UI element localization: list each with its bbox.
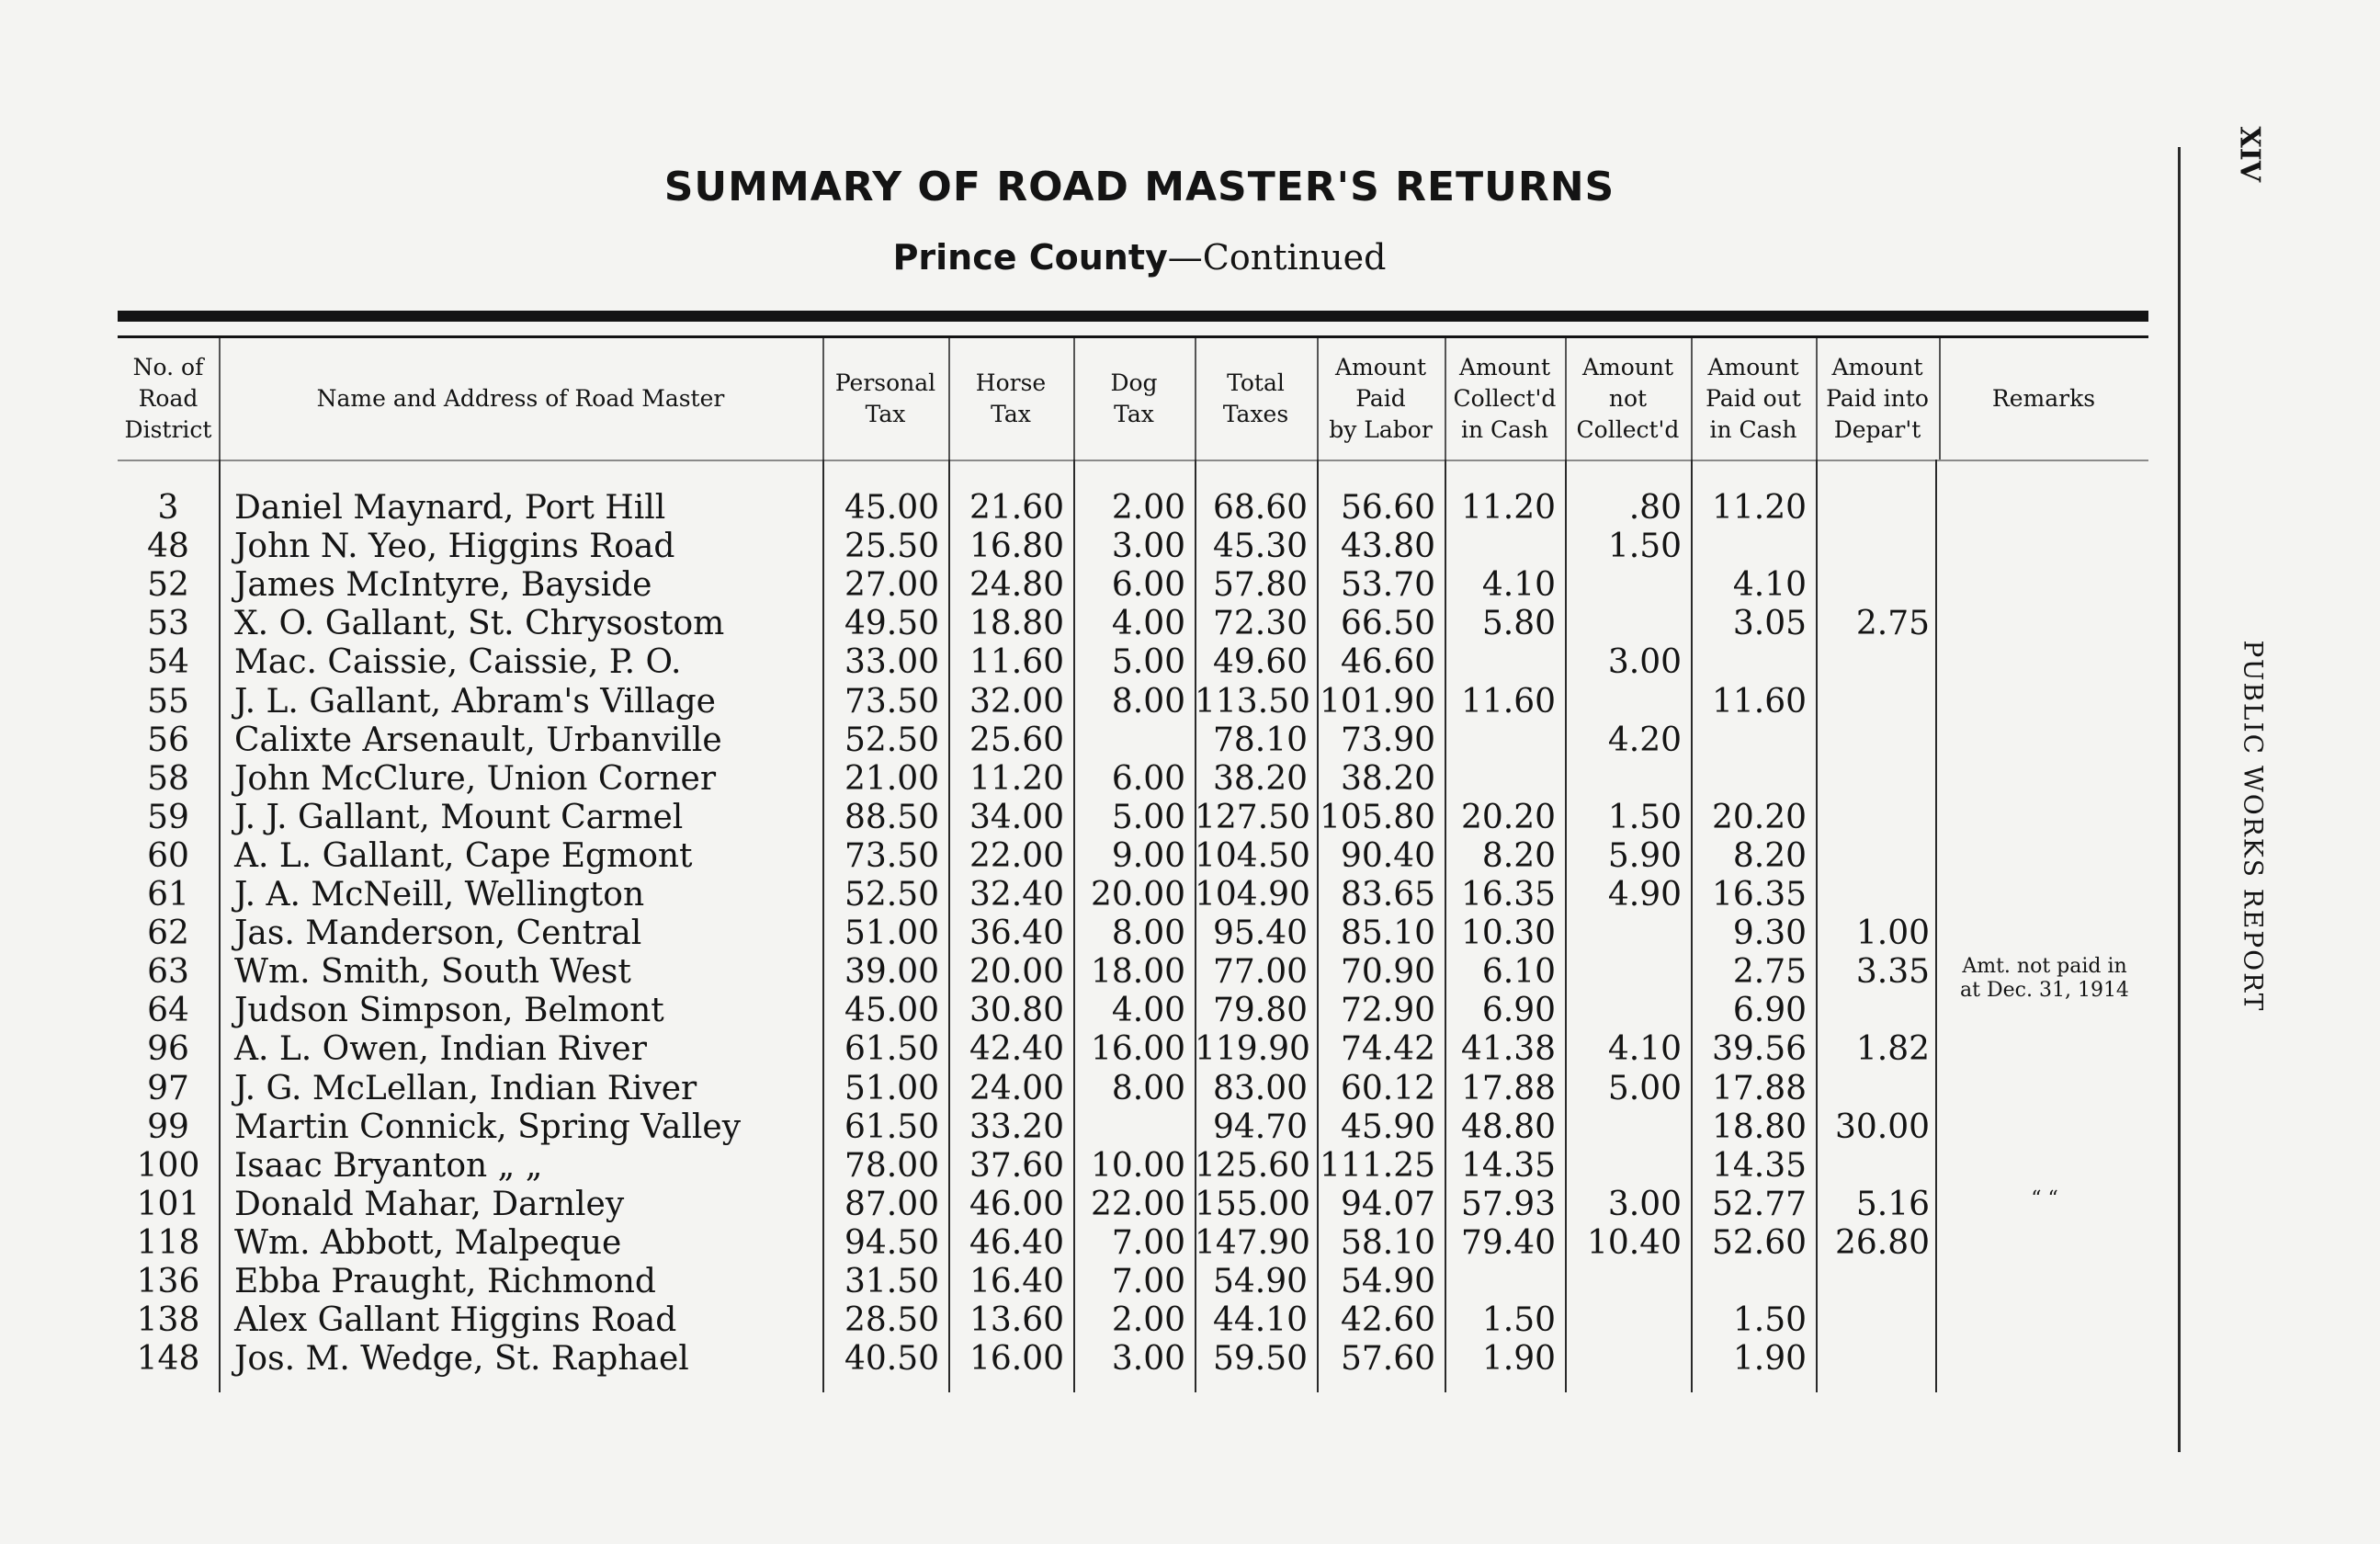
cell-paid-by-labor: 54.90 — [1340, 1263, 1435, 1300]
column-header-paid-by-labor: Amount Paid by Labor — [1329, 354, 1433, 443]
cell-horse-tax: 42.40 — [969, 1030, 1064, 1069]
cell-personal-tax: 40.50 — [844, 1340, 939, 1379]
cell-collected-cash: 20.20 — [1460, 798, 1556, 836]
cell-total-taxes: 155.00 — [1195, 1185, 1310, 1223]
road-master-name: Jos. M. Wedge, St. Raphael — [234, 1340, 689, 1379]
road-master-name: James McIntyre, Bayside — [234, 566, 652, 605]
cell-paid-out-cash: 14.35 — [1711, 1146, 1807, 1185]
cell-dog-tax: 8.00 — [1111, 1069, 1185, 1107]
district-number: 101 — [136, 1185, 200, 1223]
cell-personal-tax: 28.50 — [844, 1301, 939, 1340]
cell-personal-tax: 73.50 — [844, 836, 939, 875]
cell-dog-tax: 5.00 — [1111, 798, 1185, 836]
cell-total-taxes: 72.30 — [1212, 605, 1308, 643]
cell-total-taxes: 68.60 — [1212, 489, 1308, 527]
cell-not-collected: 10.40 — [1586, 1223, 1682, 1262]
cell-personal-tax: 73.50 — [844, 682, 939, 721]
cell-paid-out-cash: 6.90 — [1732, 992, 1807, 1030]
cell-collected-cash: 14.35 — [1460, 1146, 1556, 1185]
cell-dog-tax: 6.00 — [1111, 566, 1185, 605]
cell-paid-out-cash: 2.75 — [1732, 953, 1807, 992]
cell-collected-cash: 16.35 — [1460, 876, 1556, 914]
district-number: 59 — [147, 798, 189, 836]
heavy-rule — [118, 311, 2148, 322]
cell-total-taxes: 49.60 — [1212, 643, 1308, 682]
cell-not-collected: 5.00 — [1607, 1069, 1682, 1107]
cell-dog-tax: 3.00 — [1111, 1340, 1185, 1379]
district-number: 148 — [136, 1340, 200, 1379]
cell-horse-tax: 22.00 — [969, 836, 1064, 875]
cell-dog-tax: 16.00 — [1090, 1030, 1185, 1069]
road-master-name: Jas. Manderson, Central — [234, 914, 642, 953]
cell-dog-tax: 5.00 — [1111, 643, 1185, 682]
cell-paid-into-dept: 1.82 — [1855, 1030, 1930, 1069]
cell-personal-tax: 49.50 — [844, 605, 939, 643]
cell-personal-tax: 52.50 — [844, 876, 939, 914]
cell-paid-by-labor: 60.12 — [1340, 1069, 1435, 1107]
column-header-dog-tax: Dog Tax — [1110, 369, 1158, 427]
remarks-note: “ “ — [2031, 1186, 2058, 1210]
cell-collected-cash: 17.88 — [1460, 1069, 1556, 1107]
cell-total-taxes: 57.80 — [1212, 566, 1308, 605]
cell-collected-cash: 10.30 — [1460, 914, 1556, 953]
cell-paid-out-cash: 11.60 — [1711, 682, 1807, 721]
cell-dog-tax: 10.00 — [1090, 1146, 1185, 1185]
cell-paid-by-labor: 101.90 — [1320, 682, 1435, 721]
cell-not-collected: 5.90 — [1607, 836, 1682, 875]
page-title: SUMMARY OF ROAD MASTER'S RETURNS — [663, 164, 1615, 210]
district-number: 118 — [136, 1223, 200, 1262]
cell-paid-by-labor: 105.80 — [1320, 798, 1435, 836]
cell-horse-tax: 24.00 — [969, 1069, 1064, 1107]
cell-personal-tax: 39.00 — [844, 953, 939, 992]
cell-total-taxes: 95.40 — [1212, 914, 1308, 953]
road-master-name: John McClure, Union Corner — [234, 759, 717, 798]
cell-paid-by-labor: 111.25 — [1320, 1146, 1435, 1185]
cell-total-taxes: 79.80 — [1212, 992, 1308, 1030]
cell-personal-tax: 52.50 — [844, 721, 939, 759]
district-number: 99 — [147, 1107, 189, 1146]
cell-collected-cash: 1.50 — [1481, 1301, 1556, 1340]
subtitle-county: Prince County — [892, 237, 1168, 278]
cell-horse-tax: 11.20 — [969, 759, 1064, 798]
cell-personal-tax: 33.00 — [844, 643, 939, 682]
district-number: 3 — [157, 489, 179, 527]
cell-paid-by-labor: 45.90 — [1340, 1107, 1435, 1146]
district-number: 96 — [147, 1030, 189, 1069]
cell-collected-cash: 1.90 — [1481, 1340, 1556, 1379]
cell-personal-tax: 61.50 — [844, 1107, 939, 1146]
column-header-total-taxes: Total Taxes — [1222, 369, 1289, 427]
cell-horse-tax: 33.20 — [969, 1107, 1064, 1146]
cell-horse-tax: 46.40 — [969, 1223, 1064, 1262]
cell-not-collected: 4.20 — [1607, 721, 1682, 759]
cell-personal-tax: 45.00 — [844, 489, 939, 527]
column-header-personal-tax: Personal Tax — [834, 369, 936, 427]
column-header-remarks: Remarks — [1991, 385, 2096, 412]
road-master-name: Ebba Praught, Richmond — [234, 1263, 656, 1300]
cell-personal-tax: 88.50 — [844, 798, 939, 836]
cell-paid-by-labor: 38.20 — [1340, 759, 1435, 798]
cell-paid-by-labor: 83.65 — [1340, 876, 1435, 914]
cell-collected-cash: 4.10 — [1481, 566, 1556, 605]
cell-not-collected: 1.50 — [1607, 528, 1682, 566]
cell-paid-into-dept: 1.00 — [1855, 914, 1930, 953]
cell-paid-by-labor: 70.90 — [1340, 953, 1435, 992]
district-number: 136 — [136, 1263, 200, 1300]
road-master-name: Donald Mahar, Darnley — [234, 1185, 625, 1223]
cell-paid-out-cash: 39.56 — [1711, 1030, 1807, 1069]
road-master-name: Martin Connick, Spring Valley — [234, 1107, 742, 1146]
district-number: 48 — [147, 528, 189, 566]
cell-horse-tax: 16.00 — [969, 1340, 1064, 1379]
road-master-name: A. L. Gallant, Cape Egmont — [234, 836, 693, 875]
cell-total-taxes: 38.20 — [1212, 759, 1308, 798]
cell-personal-tax: 78.00 — [844, 1146, 939, 1185]
cell-paid-by-labor: 46.60 — [1340, 643, 1435, 682]
road-master-name: John N. Yeo, Higgins Road — [234, 528, 675, 566]
margin-line — [2178, 147, 2181, 1452]
district-number: 63 — [147, 953, 189, 992]
cell-personal-tax: 31.50 — [844, 1263, 939, 1300]
cell-collected-cash: 5.80 — [1481, 605, 1556, 643]
cell-total-taxes: 45.30 — [1212, 528, 1308, 566]
cell-dog-tax: 8.00 — [1111, 914, 1185, 953]
running-head: PUBLIC WORKS REPORT — [2238, 640, 2269, 1013]
district-number: 61 — [147, 876, 189, 914]
cell-dog-tax: 6.00 — [1111, 759, 1185, 798]
cell-dog-tax: 2.00 — [1111, 1301, 1185, 1340]
road-master-name: Isaac Bryanton „ „ — [234, 1146, 543, 1185]
cell-collected-cash: 48.80 — [1460, 1107, 1556, 1146]
cell-paid-out-cash: 16.35 — [1711, 876, 1807, 914]
cell-paid-by-labor: 85.10 — [1340, 914, 1435, 953]
cell-personal-tax: 27.00 — [844, 566, 939, 605]
cell-paid-out-cash: 11.20 — [1711, 489, 1807, 527]
cell-total-taxes: 77.00 — [1212, 953, 1308, 992]
cell-personal-tax: 45.00 — [844, 992, 939, 1030]
cell-paid-by-labor: 90.40 — [1340, 836, 1435, 875]
cell-paid-out-cash: 18.80 — [1711, 1107, 1807, 1146]
cell-dog-tax: 7.00 — [1111, 1263, 1185, 1300]
road-master-name: X. O. Gallant, St. Chrysostom — [234, 605, 725, 643]
cell-paid-by-labor: 42.60 — [1340, 1301, 1435, 1340]
cell-personal-tax: 87.00 — [844, 1185, 939, 1223]
cell-horse-tax: 20.00 — [969, 953, 1064, 992]
cell-paid-out-cash: 17.88 — [1711, 1069, 1807, 1107]
column-header-horse-tax: Horse Tax — [975, 369, 1047, 427]
cell-not-collected: 1.50 — [1607, 798, 1682, 836]
district-number: 53 — [147, 605, 189, 643]
cell-paid-into-dept: 5.16 — [1855, 1185, 1930, 1223]
page-subtitle — [0, 237, 2279, 278]
header-rule — [118, 460, 2148, 461]
cell-paid-by-labor: 66.50 — [1340, 605, 1435, 643]
cell-dog-tax: 22.00 — [1090, 1185, 1185, 1223]
cell-not-collected: .80 — [1628, 489, 1682, 527]
cell-collected-cash: 11.20 — [1460, 489, 1556, 527]
district-number: 58 — [147, 759, 189, 798]
page-number: XIV — [2233, 126, 2266, 183]
cell-horse-tax: 18.80 — [969, 605, 1064, 643]
road-master-name: J. G. McLellan, Indian River — [234, 1069, 697, 1107]
column-header-paid-out-cash: Amount Paid out in Cash — [1706, 354, 1801, 443]
cell-dog-tax: 8.00 — [1111, 682, 1185, 721]
cell-personal-tax: 25.50 — [844, 528, 939, 566]
cell-dog-tax: 7.00 — [1111, 1223, 1185, 1262]
district-number: 54 — [147, 643, 189, 682]
cell-total-taxes: 59.50 — [1212, 1340, 1308, 1379]
cell-personal-tax: 94.50 — [844, 1223, 939, 1262]
cell-paid-out-cash: 4.10 — [1732, 566, 1807, 605]
cell-paid-into-dept: 2.75 — [1855, 605, 1930, 643]
cell-total-taxes: 44.10 — [1212, 1301, 1308, 1340]
district-number: 138 — [136, 1301, 200, 1340]
cell-collected-cash: 6.10 — [1481, 953, 1556, 992]
cell-paid-out-cash: 3.05 — [1732, 605, 1807, 643]
cell-total-taxes: 94.70 — [1212, 1107, 1308, 1146]
cell-collected-cash: 11.60 — [1460, 682, 1556, 721]
cell-paid-out-cash: 8.20 — [1732, 836, 1807, 875]
column-header-district: No. of Road District — [124, 354, 212, 443]
cell-horse-tax: 25.60 — [969, 721, 1064, 759]
cell-paid-out-cash: 52.77 — [1711, 1185, 1807, 1223]
cell-paid-by-labor: 53.70 — [1340, 566, 1435, 605]
cell-not-collected: 3.00 — [1607, 643, 1682, 682]
district-number: 55 — [147, 682, 189, 721]
cell-horse-tax: 46.00 — [969, 1185, 1064, 1223]
district-number: 97 — [147, 1069, 189, 1107]
subtitle-continued: —Continued — [1167, 237, 1387, 278]
cell-total-taxes: 127.50 — [1195, 798, 1310, 836]
road-master-name: Daniel Maynard, Port Hill — [234, 489, 666, 527]
road-master-name: Calixte Arsenault, Urbanville — [234, 721, 722, 759]
cell-paid-out-cash: 1.50 — [1732, 1301, 1807, 1340]
road-master-name: Judson Simpson, Belmont — [234, 992, 664, 1030]
cell-personal-tax: 61.50 — [844, 1030, 939, 1069]
cell-horse-tax: 24.80 — [969, 566, 1064, 605]
cell-personal-tax: 51.00 — [844, 1069, 939, 1107]
cell-collected-cash: 79.40 — [1460, 1223, 1556, 1262]
district-number: 62 — [147, 914, 189, 953]
cell-paid-into-dept: 30.00 — [1834, 1107, 1930, 1146]
road-master-name: A. L. Owen, Indian River — [234, 1030, 647, 1069]
road-master-name: Mac. Caissie, Caissie, P. O. — [234, 643, 682, 682]
cell-horse-tax: 37.60 — [969, 1146, 1064, 1185]
cell-total-taxes: 104.90 — [1195, 876, 1310, 914]
cell-total-taxes: 54.90 — [1212, 1263, 1308, 1300]
road-master-name: J. J. Gallant, Mount Carmel — [234, 798, 684, 836]
cell-paid-by-labor: 73.90 — [1340, 721, 1435, 759]
column-header-collected-cash: Amount Collect'd in Cash — [1453, 354, 1557, 443]
cell-horse-tax: 16.40 — [969, 1263, 1064, 1300]
column-header-paid-into-dept: Amount Paid into Depar't — [1826, 354, 1929, 443]
cell-collected-cash: 57.93 — [1460, 1185, 1556, 1223]
cell-total-taxes: 83.00 — [1212, 1069, 1308, 1107]
cell-horse-tax: 21.60 — [969, 489, 1064, 527]
district-number: 60 — [147, 836, 189, 875]
cell-dog-tax: 18.00 — [1090, 953, 1185, 992]
district-number: 100 — [136, 1146, 200, 1185]
road-master-name: J. L. Gallant, Abram's Village — [234, 682, 716, 721]
district-number: 56 — [147, 721, 189, 759]
column-header-name: Name and Address of Road Master — [316, 385, 725, 412]
cell-horse-tax: 16.80 — [969, 528, 1064, 566]
cell-dog-tax: 4.00 — [1111, 605, 1185, 643]
cell-paid-by-labor: 74.42 — [1340, 1030, 1435, 1069]
cell-horse-tax: 36.40 — [969, 914, 1064, 953]
cell-horse-tax: 32.00 — [969, 682, 1064, 721]
cell-horse-tax: 13.60 — [969, 1301, 1064, 1340]
cell-horse-tax: 32.40 — [969, 876, 1064, 914]
cell-collected-cash: 41.38 — [1460, 1030, 1556, 1069]
cell-paid-by-labor: 72.90 — [1340, 992, 1435, 1030]
cell-collected-cash: 8.20 — [1481, 836, 1556, 875]
road-master-name: Alex Gallant Higgins Road — [234, 1301, 677, 1340]
road-master-name: Wm. Abbott, Malpeque — [234, 1223, 622, 1262]
cell-dog-tax: 3.00 — [1111, 528, 1185, 566]
cell-not-collected: 4.90 — [1607, 876, 1682, 914]
cell-paid-out-cash: 52.60 — [1711, 1223, 1807, 1262]
cell-dog-tax: 2.00 — [1111, 489, 1185, 527]
cell-not-collected: 3.00 — [1607, 1185, 1682, 1223]
cell-horse-tax: 34.00 — [969, 798, 1064, 836]
column-header-not-collected: Amount not Collect'd — [1576, 354, 1680, 443]
cell-paid-into-dept: 26.80 — [1834, 1223, 1930, 1262]
road-master-name: Wm. Smith, South West — [234, 953, 631, 992]
cell-paid-out-cash: 9.30 — [1732, 914, 1807, 953]
cell-total-taxes: 119.90 — [1195, 1030, 1310, 1069]
cell-personal-tax: 51.00 — [844, 914, 939, 953]
cell-dog-tax: 20.00 — [1090, 876, 1185, 914]
district-number: 64 — [147, 992, 189, 1030]
cell-horse-tax: 11.60 — [969, 643, 1064, 682]
cell-dog-tax: 4.00 — [1111, 992, 1185, 1030]
cell-not-collected: 4.10 — [1607, 1030, 1682, 1069]
remarks-note: Amt. not paid in at Dec. 31, 1914 — [1960, 955, 2129, 1003]
cell-horse-tax: 30.80 — [969, 992, 1064, 1030]
cell-total-taxes: 125.60 — [1195, 1146, 1310, 1185]
cell-paid-out-cash: 1.90 — [1732, 1340, 1807, 1379]
cell-paid-by-labor: 57.60 — [1340, 1340, 1435, 1379]
cell-personal-tax: 21.00 — [844, 759, 939, 798]
cell-total-taxes: 78.10 — [1212, 721, 1308, 759]
cell-total-taxes: 113.50 — [1195, 682, 1310, 721]
cell-paid-out-cash: 20.20 — [1711, 798, 1807, 836]
cell-total-taxes: 147.90 — [1195, 1223, 1310, 1262]
cell-paid-into-dept: 3.35 — [1855, 953, 1930, 992]
column-rule — [219, 460, 221, 1392]
cell-paid-by-labor: 94.07 — [1340, 1185, 1435, 1223]
district-number: 52 — [147, 566, 189, 605]
cell-paid-by-labor: 56.60 — [1340, 489, 1435, 527]
cell-paid-by-labor: 43.80 — [1340, 528, 1435, 566]
cell-paid-by-labor: 58.10 — [1340, 1223, 1435, 1262]
road-master-name: J. A. McNeill, Wellington — [234, 876, 645, 914]
cell-dog-tax: 9.00 — [1111, 836, 1185, 875]
cell-total-taxes: 104.50 — [1195, 836, 1310, 875]
cell-collected-cash: 6.90 — [1481, 992, 1556, 1030]
column-rule — [1935, 460, 1937, 1392]
